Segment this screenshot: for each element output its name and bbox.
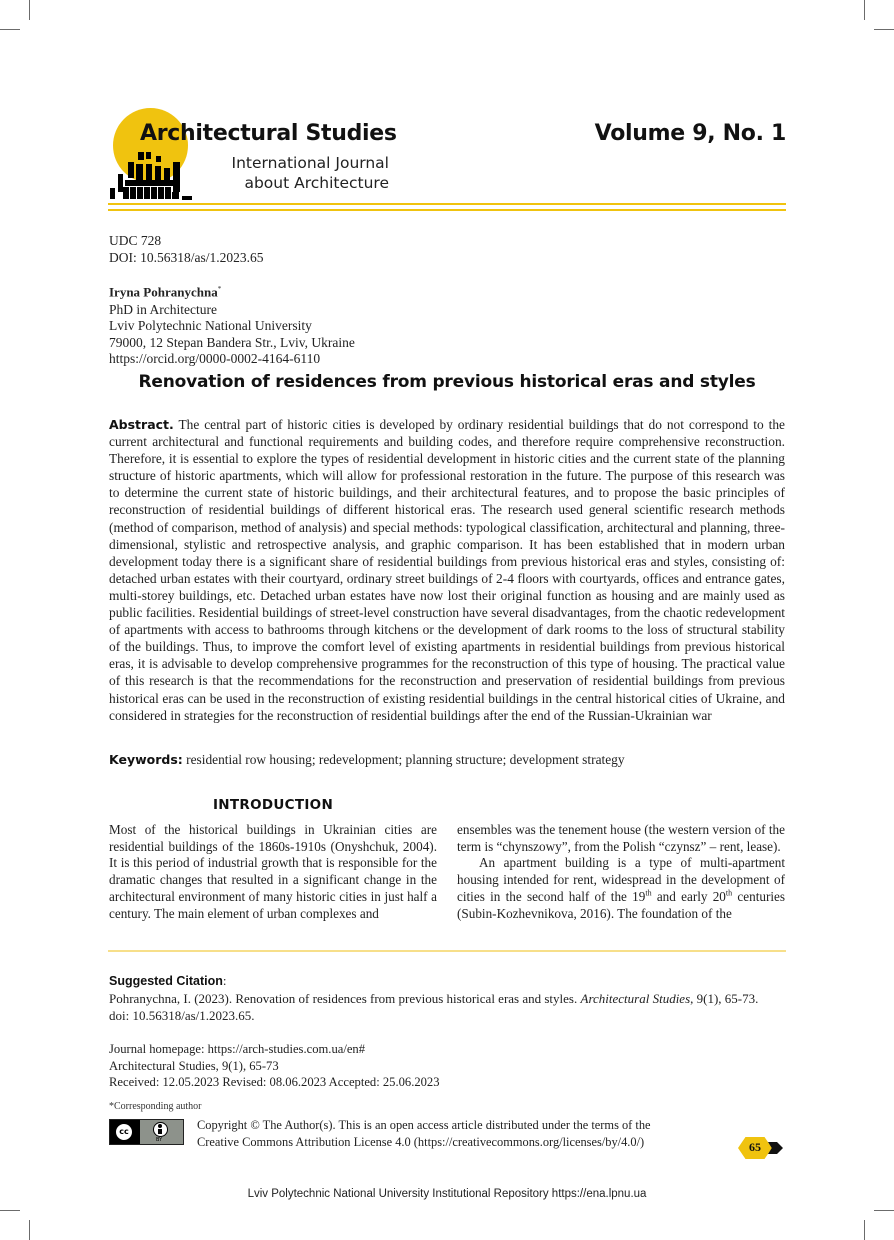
crop-mark xyxy=(0,1210,20,1211)
citation-text-run: , 9(1), 65-73. xyxy=(690,991,759,1006)
volume-label: Volume 9, No. 1 xyxy=(594,121,786,146)
superscript: th xyxy=(645,888,652,898)
journal-logo xyxy=(108,105,208,205)
creative-commons-icon: cc xyxy=(114,1122,134,1142)
journal-issue: Architectural Studies, 9(1), 65-73 xyxy=(109,1058,279,1073)
author-degree: PhD in Architecture xyxy=(109,301,217,317)
udc: UDC 728 xyxy=(109,233,162,248)
header-divider xyxy=(108,203,786,205)
text-run: and early 20 xyxy=(651,888,726,904)
crop-mark xyxy=(0,29,20,30)
text-run: An apartment building is a type of multi-apartment housing intended for rent, widespread in the development of cities in the second half of the 19 xyxy=(457,855,785,904)
attribution-person-icon xyxy=(153,1122,168,1137)
journal-subtitle xyxy=(232,153,389,193)
keywords-label: Keywords: xyxy=(109,752,183,767)
crop-mark xyxy=(864,0,865,20)
abstract xyxy=(109,416,785,724)
abstract-text: The central part of historic cities is developed by ordinary residential buildings that do not correspond to the current architectural and functional requirements and building codes, and therefore require comprehensive reconstruction. Therefore, it is essential to explore the types of residential development in historic cities and the current state of the planning structure of historic apartments, which will allow for professional restoration in the future. The purpose of this research was to determine the current state of historic buildings, and their architectural features, and to propose the basic principles of reconstruction of residential buildings of different historical eras. The research used general scientific research methods (method of comparison, method of analysis) and special methods: typological classification, architectural and planning, three-dimensional, stylistic and retrospective analysis, and graphic comparison. It has been established that in modern urban development today there is a significant share of residential buildings from previous historical eras and styles, consisting of: detached urban estates with their courtyard, ordinary street buildings of 2-4 floors with courtyards, offices and entrance gates, multi-storey buildings, etc. Detached urban estates have now lost their original function as housing and are mainly used as public facilities. Residential buildings of street-level construction have several disadvantages, from the chaotic redevelopment of apartments with access to bathrooms through kitchens or the development of dark rooms to the loss of structural stability of the buildings. Thus, to improve the comfort level of existing apartments in residential buildings from previous historical eras, it is advisable to develop comprehensive programmes for the reconstruction of this type of housing. The practical value of this research is that the recommendations for the reconstruction and preservation of residential buildings from previous historical eras can be used in the reconstruction of existing residential buildings in the central historical cities of Ukraine, and considered in strategies for the reconstruction of residential buildings after the end of the Russian-Ukrainian war xyxy=(109,417,786,723)
author-name xyxy=(109,281,355,301)
crop-mark xyxy=(29,1220,30,1240)
building-icon xyxy=(108,150,200,202)
cc-by-license-badge[interactable] xyxy=(109,1119,184,1145)
citation-journal: Architectural Studies xyxy=(580,991,691,1006)
citation-text-run: Pohranychna, I. (2023). Renovation of residences from previous historical eras and styles. xyxy=(109,991,581,1006)
superscript: th xyxy=(725,888,733,898)
article-meta xyxy=(109,233,355,368)
intro-paragraph xyxy=(457,855,785,922)
article-title: Renovation of residences from previous historical eras and styles xyxy=(138,372,756,392)
corresponding-marker: * xyxy=(217,285,222,293)
section-divider xyxy=(108,950,786,952)
license-line: Copyright © The Author(s). This is an open access article distributed under the terms of the xyxy=(197,1118,651,1132)
author-name-text: Iryna Pohranychna xyxy=(109,284,218,300)
crop-mark xyxy=(874,29,894,30)
author-orcid-link[interactable]: https://orcid.org/0000-0002-4164-6110 xyxy=(109,351,321,367)
journal-header xyxy=(108,105,786,215)
citation-doi[interactable]: doi: 10.56318/as/1.2023.65. xyxy=(109,1008,255,1023)
section-heading-introduction: INTRODUCTION xyxy=(212,797,334,813)
suggested-citation xyxy=(109,972,785,1024)
journal-info xyxy=(109,1041,440,1091)
cc-badge-left xyxy=(110,1120,140,1144)
header-divider xyxy=(108,209,786,211)
page-number: 65 xyxy=(749,1140,761,1154)
citation-label: Suggested Citation xyxy=(109,974,223,988)
journal-homepage-link[interactable]: Journal homepage: https://arch-studies.com.ua/en# xyxy=(109,1042,366,1056)
page-number-badge xyxy=(738,1137,784,1159)
abstract-label: Abstract. xyxy=(109,417,174,432)
keywords xyxy=(109,752,785,768)
author-address: 79000, 12 Stepan Bandera Str., Lviv, Ukraine xyxy=(109,334,355,350)
author-affiliation: Lviv Polytechnic National University xyxy=(109,318,312,334)
doi[interactable]: DOI: 10.56318/as/1.2023.65 xyxy=(109,249,264,265)
crop-mark xyxy=(864,1220,865,1240)
keywords-text: residential row housing; redevelopment; planning structure; development strategy xyxy=(186,752,625,767)
intro-paragraph: ensembles was the tenement house (the western version of the term is “chynszowy”, from the Polish “czynsz” – rent, lease). xyxy=(457,822,785,854)
repository-footer: Lviv Polytechnic National University Institutional Repository https://ena.lpnu.ua xyxy=(247,1188,647,1200)
crop-mark xyxy=(874,1210,894,1211)
journal-name: Architectural Studies xyxy=(140,121,397,146)
intro-left-column: Most of the historical buildings in Ukrainian cities are residential buildings of the 1860s-1910s (Onyshchuk, 2004). It is this period of industrial growth that is responsible for the dramatic changes that resulted in a significant change in the architectural environment of many historic cities in just half a century. The main element of urban complexes and xyxy=(109,822,437,921)
intro-right-column xyxy=(457,822,785,922)
article-dates: Received: 12.05.2023 Revised: 08.06.2023 Accepted: 25.06.2023 xyxy=(109,1075,440,1089)
citation-text xyxy=(109,990,785,1007)
license-link[interactable]: Creative Commons Attribution License 4.0 (https://creativecommons.org/licenses/by/4.0/) xyxy=(197,1135,645,1149)
corresponding-author-note: *Corresponding author xyxy=(109,1101,202,1112)
by-label: BY xyxy=(156,1137,163,1143)
text-run: centuries (Subin-Kozhevnikova, 2016). The foundation of the xyxy=(457,888,785,921)
citation-colon: : xyxy=(222,973,227,988)
license-text xyxy=(197,1117,651,1151)
crop-mark xyxy=(29,0,30,20)
journal-subtitle-line: about Architecture xyxy=(244,174,389,192)
journal-subtitle-line: International Journal xyxy=(231,154,389,172)
